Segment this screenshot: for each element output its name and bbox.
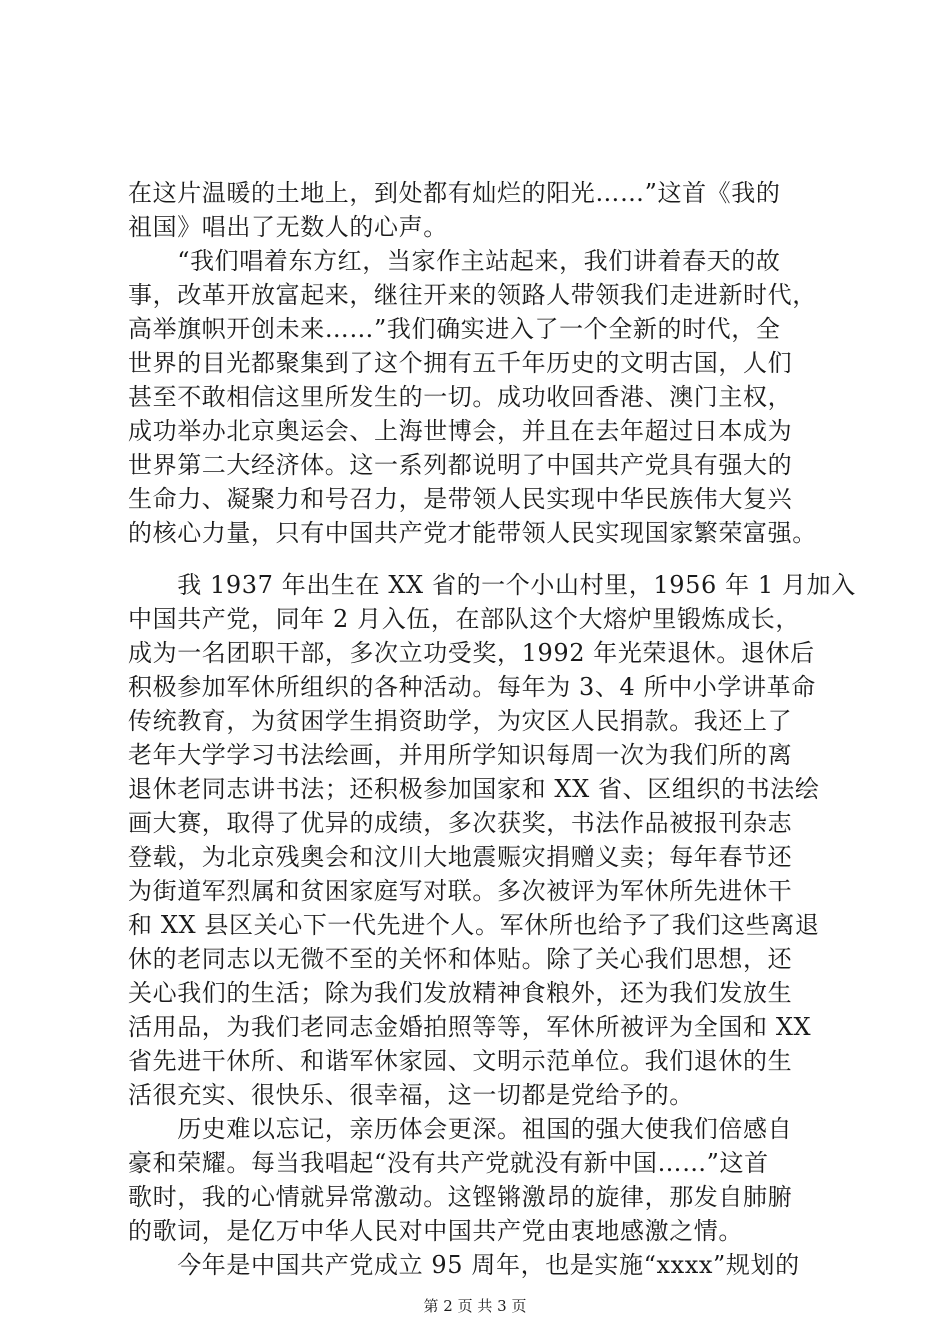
text-line: 豪和荣耀。每当我唱起“没有共产党就没有新中国……”这首 [128, 1149, 769, 1177]
text-line: 成为一名团职干部，多次立功受奖，1992 年光荣退休。退休后 [128, 639, 815, 667]
text-line: 歌时，我的心情就异常激动。这铿锵激昂的旋律，那发自肺腑 [128, 1183, 793, 1211]
text-line: 积极参加军休所组织的各种活动。每年为 3、4 所中小学讲革命 [128, 673, 816, 701]
text-line: 高举旗帜开创未来……”我们确实进入了一个全新的时代，全 [128, 315, 781, 343]
text-line: 登载，为北京残奥会和汶川大地震赈灾捐赠义卖；每年春节还 [128, 843, 793, 871]
text-line: 事，改革开放富起来，继往开来的领路人带领我们走进新时代， [128, 281, 817, 309]
text-line: 和 XX 县区关心下一代先进个人。军休所也给予了我们这些离退 [128, 911, 820, 939]
text-line: “我们唱着东方红，当家作主站起来，我们讲着春天的故 [128, 247, 781, 275]
text-line: 我 1937 年出生在 XX 省的一个小山村里，1956 年 1 月加入 [128, 571, 856, 599]
text-line: 今年是中国共产党成立 95 周年，也是实施“xxxx”规划的 [128, 1251, 800, 1279]
text-line: 活用品，为我们老同志金婚拍照等等，军休所被评为全国和 XX [128, 1013, 812, 1041]
text-line: 的歌词，是亿万中华人民对中国共产党由衷地感激之情。 [128, 1217, 743, 1245]
text-line: 在这片温暖的土地上，到处都有灿烂的阳光……”这首《我的 [128, 179, 781, 207]
text-line: 世界的目光都聚集到了这个拥有五千年历史的文明古国，人们 [128, 349, 793, 377]
text-line: 中国共产党，同年 2 月入伍，在部队这个大熔炉里锻炼成长， [128, 605, 800, 633]
text-line: 传统教育，为贫困学生捐资助学，为灾区人民捐款。我还上了 [128, 707, 793, 735]
text-line: 成功举办北京奥运会、上海世博会，并且在去年超过日本成为 [128, 417, 793, 445]
text-line: 甚至不敢相信这里所发生的一切。成功收回香港、澳门主权， [128, 383, 793, 411]
text-line: 省先进干休所、和谐军休家园、文明示范单位。我们退休的生 [128, 1047, 793, 1075]
page-number-footer: 第 2 页 共 3 页 [423, 1297, 527, 1315]
text-line: 老年大学学习书法绘画，并用所学知识每周一次为我们所的离 [128, 741, 793, 769]
text-line: 的核心力量，只有中国共产党才能带领人民实现国家繁荣富强。 [128, 519, 817, 547]
text-line: 活很充实、很快乐、很幸福，这一切都是党给予的。 [128, 1081, 694, 1109]
text-line: 关心我们的生活；除为我们发放精神食粮外，还为我们发放生 [128, 979, 793, 1007]
text-line: 画大赛，取得了优异的成绩，多次获奖，书法作品被报刊杂志 [128, 809, 793, 837]
text-line: 为街道军烈属和贫困家庭写对联。多次被评为军休所先进休干 [128, 877, 793, 905]
text-line: 祖国》唱出了无数人的心声。 [128, 213, 448, 241]
text-line: 退休老同志讲书法；还积极参加国家和 XX 省、区组织的书法绘 [128, 775, 820, 803]
text-line: 生命力、凝聚力和号召力，是带领人民实现中华民族伟大复兴 [128, 485, 793, 513]
text-line: 历史难以忘记，亲历体会更深。祖国的强大使我们倍感自 [128, 1115, 793, 1143]
text-line: 世界第二大经济体。这一系列都说明了中国共产党具有强大的 [128, 451, 793, 479]
text-line: 休的老同志以无微不至的关怀和体贴。除了关心我们思想，还 [128, 945, 793, 973]
